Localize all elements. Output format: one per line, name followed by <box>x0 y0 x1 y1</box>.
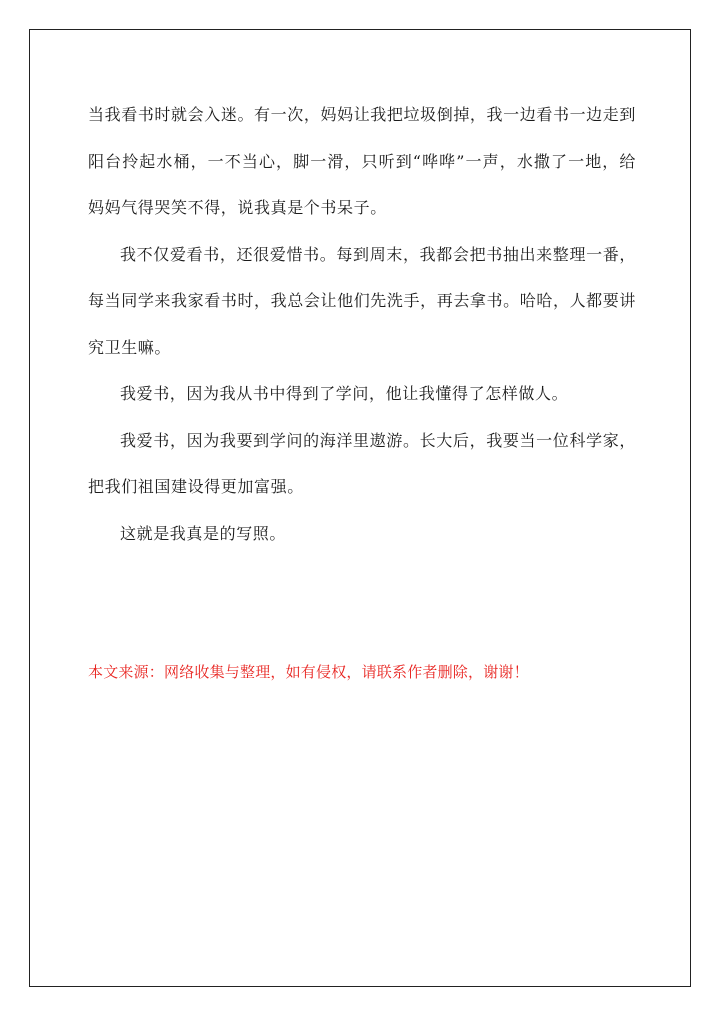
source-note: 本文来源：网络收集与整理，如有侵权，请联系作者删除，谢谢！ <box>88 663 529 681</box>
document-body <box>88 92 636 557</box>
paragraph-5: 这就是我真是的写照。 <box>120 523 287 543</box>
paragraph-3: 我爱书，因为我从书中得到了学问，他让我懂得了怎样做人。 <box>120 384 569 403</box>
paragraph-1: 当我看书时就会入迷。有一次，妈妈让我把垃圾倒掉，我一边看书一边走到阳台拎起水桶，一不当心，脚一滑，只听到“哗哗”一声，水撒了一地，给妈妈气得哭笑不得，说我真是个书呆子。 <box>88 105 636 217</box>
paragraph-4: 我爱书，因为我要到学问的海洋里遨游。长大后，我要当一位科学家，把我们祖国建设得更加富强。 <box>88 430 636 496</box>
paragraph-2: 我不仅爱看书，还很爱惜书。每到周末，我都会把书抽出来整理一番，每当同学来我家看书时，我总会让他们先洗手，再去拿书。哈哈，人都要讲究卫生嘛。 <box>88 244 636 357</box>
